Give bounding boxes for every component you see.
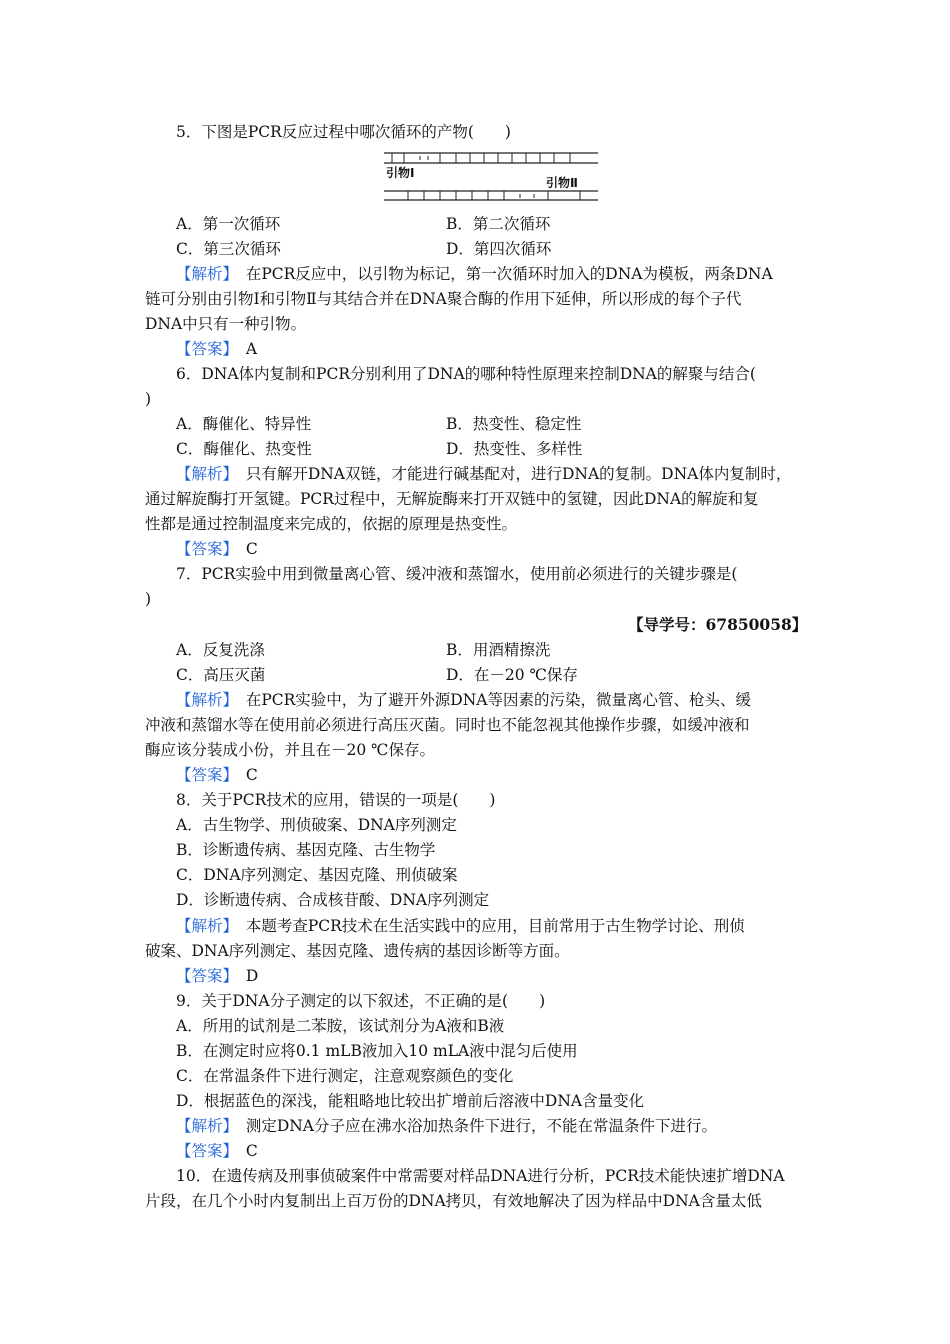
q10-stem-line1: 10．在遗传病及刑事侦破案件中常需要对样品DNA进行分析，PCR技术能快速扩增DNA <box>176 1167 785 1185</box>
q9-option-d: D．根据蓝色的深浅，能粗略地比较出扩增前后溶液中DNA含量变化 <box>176 1092 645 1110</box>
q7-option-c: C．高压灭菌 <box>176 666 266 684</box>
q5-analysis-line2: 链可分别由引物Ⅰ和引物Ⅱ与其结合并在DNA聚合酶的作用下延伸，所以形成的每个子代 <box>145 290 742 308</box>
q7-analysis-line3: 酶应该分装成小份，并且在－20 ℃保存。 <box>145 741 435 759</box>
q5-option-b: B．第二次循环 <box>446 215 551 233</box>
q6-option-d: D．热变性、多样性 <box>446 440 583 458</box>
q8-option-b: B．诊断遗传病、基因克隆、古生物学 <box>176 841 436 859</box>
analysis-tag: 解析 <box>191 465 223 483</box>
q6-analysis-line2: 通过解旋酶打开氢键。PCR过程中，无解旋酶来打开双链中的氢键，因此DNA的解旋和复 <box>145 490 759 508</box>
q6-answer: 【答案】 C <box>176 540 258 558</box>
q9-option-b: B．在测定时应将0.1 mLB液加入10 mLA液中混匀后使用 <box>176 1042 578 1060</box>
q6-stem-cont: ) <box>145 390 152 408</box>
q9-option-c: C．在常温条件下进行测定，注意观察颜色的变化 <box>176 1067 514 1085</box>
q5-analysis-line3: DNA中只有一种引物。 <box>145 315 307 333</box>
q7-answer: 【答案】 C <box>176 766 258 784</box>
q5-analysis-line1: 【解析】 在PCR反应中，以引物为标记，第一次循环时加入的DNA为模板，两条DNA <box>176 265 773 283</box>
q10-stem-line2: 片段，在几个小时内复制出上百万份的DNA拷贝，有效地解决了因为样品中DNA含量太低 <box>145 1192 762 1210</box>
pcr-product-diagram <box>384 151 600 203</box>
q5-option-a: A．第一次循环 <box>176 215 281 233</box>
q6-stem: 6．DNA体内复制和PCR分别利用了DNA的哪种特性原理来控制DNA的解聚与结合( <box>176 365 756 383</box>
answer-tag: 答案 <box>191 1142 223 1160</box>
q7-option-a: A．反复洗涤 <box>176 641 265 659</box>
q8-answer: 【答案】 D <box>176 967 259 985</box>
answer-tag: 答案 <box>191 967 223 985</box>
q7-option-d: D．在－20 ℃保存 <box>446 666 578 684</box>
q6-option-c: C．酶催化、热变性 <box>176 440 312 458</box>
q6-option-a: A．酶催化、特异性 <box>176 415 312 433</box>
q7-analysis-line2: 冲液和蒸馏水等在使用前必须进行高压灭菌。同时也不能忽视其他操作步骤，如缓冲液和 <box>145 716 750 734</box>
q6-analysis-line1: 【解析】 只有解开DNA双链，才能进行碱基配对，进行DNA的复制。DNA体内复制时， <box>176 465 792 483</box>
analysis-tag: 解析 <box>191 1117 223 1135</box>
q9-analysis-line1: 【解析】 测定DNA分子应在沸水浴加热条件下进行，不能在常温条件下进行。 <box>176 1117 717 1135</box>
q8-option-a: A．古生物学、刑侦破案、DNA序列测定 <box>176 816 457 834</box>
q8-analysis-line2: 破案、DNA序列测定、基因克隆、遗传病的基因诊断等方面。 <box>145 942 570 960</box>
q9-option-a: A．所用的试剂是二苯胺，该试剂分为A液和B液 <box>176 1017 505 1035</box>
answer-tag: 答案 <box>191 540 223 558</box>
analysis-tag: 解析 <box>191 691 223 709</box>
q8-analysis-line1: 【解析】 本题考查PCR技术在生活实践中的应用，目前常用于古生物学讨论、刑侦 <box>176 917 745 935</box>
primer1-label: 引物Ⅰ <box>386 166 415 180</box>
q7-option-b: B．用酒精擦洗 <box>446 641 551 659</box>
q5-option-d: D．第四次循环 <box>446 240 552 258</box>
q6-option-b: B．热变性、稳定性 <box>446 415 582 433</box>
analysis-tag: 解析 <box>191 917 223 935</box>
q8-option-c: C．DNA序列测定、基因克隆、刑侦破案 <box>176 866 458 884</box>
q8-option-d: D．诊断遗传病、合成核苷酸、DNA序列测定 <box>176 891 490 909</box>
primer2-label: 引物Ⅱ <box>546 176 578 190</box>
q5-answer: 【答案】 A <box>176 340 258 358</box>
guide-number: 【导学号：67850058】 <box>628 615 808 634</box>
q9-answer: 【答案】 C <box>176 1142 258 1160</box>
q8-stem: 8．关于PCR技术的应用，错误的一项是( ) <box>176 791 496 809</box>
q5-stem: 5．下图是PCR反应过程中哪次循环的产物( ) <box>176 123 511 141</box>
analysis-tag: 解析 <box>191 265 223 283</box>
answer-tag: 答案 <box>191 340 223 358</box>
q6-analysis-line3: 性都是通过控制温度来完成的，依据的原理是热变性。 <box>145 515 518 533</box>
q9-stem: 9．关于DNA分子测定的以下叙述，不正确的是( ) <box>176 992 546 1010</box>
q7-stem: 7．PCR实验中用到微量离心管、缓冲液和蒸馏水，使用前必须进行的关键步骤是( <box>176 565 738 583</box>
q5-option-c: C．第三次循环 <box>176 240 281 258</box>
answer-tag: 答案 <box>191 766 223 784</box>
q7-analysis-line1: 【解析】 在PCR实验中，为了避开外源DNA等因素的污染，微量离心管、枪头、缓 <box>176 691 751 709</box>
q7-stem-cont: ) <box>145 590 152 608</box>
